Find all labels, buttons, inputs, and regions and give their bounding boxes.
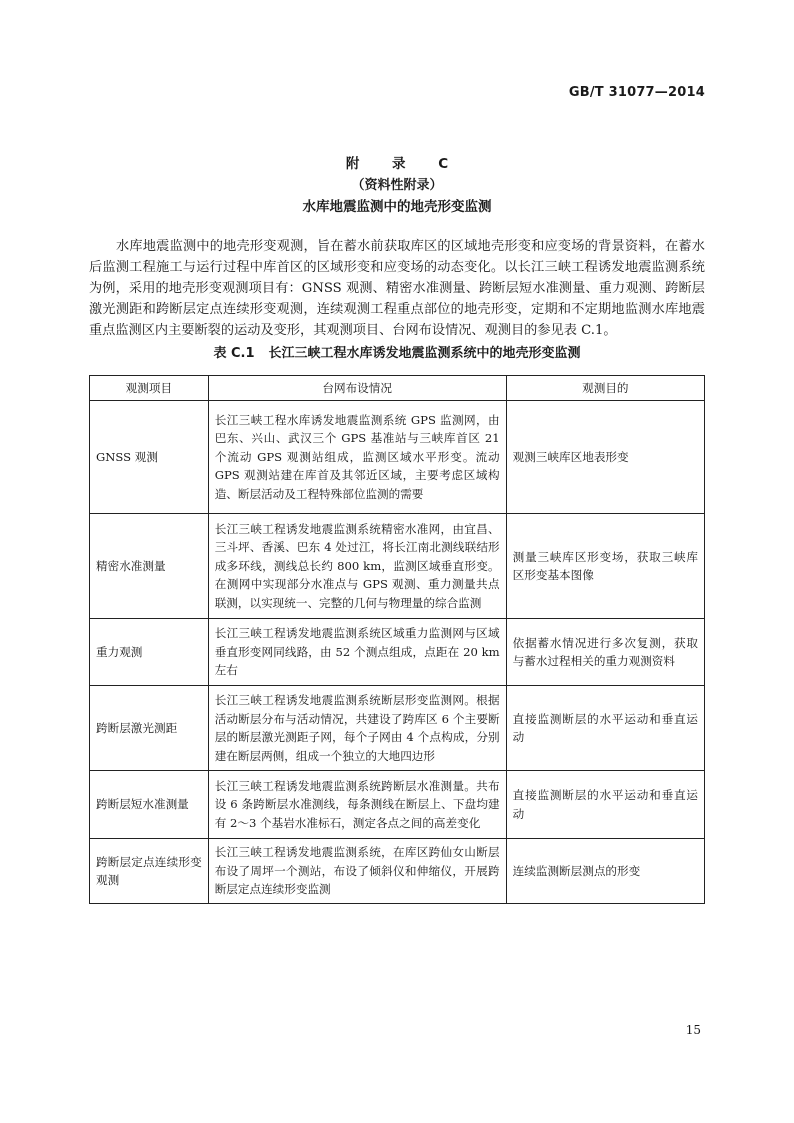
table-row (90, 771, 705, 839)
cell-layout: 长江三峡工程诱发地震监测系统断层形变监测网。根据活动断层分布与活动情况，共建设了跨库区 6 个主要断层的断层激光测距子网，每个子网由 4 个点构成，分别建在断层两侧，组成一个独立的大地四边形 (208, 686, 506, 771)
cell-layout: 长江三峡工程诱发地震监测系统区域重力监测网与区域垂直形变网同线路，由 52 个测点组成，点距在 20 km 左右 (208, 619, 506, 686)
table-header-row (90, 376, 705, 401)
table-row (90, 401, 705, 514)
cell-item: 跨断层定点连续形变观测 (90, 839, 209, 904)
table-row (90, 619, 705, 686)
cell-purpose: 观测三峡库区地表形变 (506, 401, 704, 514)
table-caption (0, 342, 794, 361)
standard-code: GB/T 31077—2014 (568, 85, 705, 100)
annex-label: 附 录 C (345, 156, 463, 172)
cell-item: 跨断层短水准测量 (90, 771, 209, 839)
page-number: 15 (685, 1023, 701, 1037)
cell-item: 重力观测 (90, 619, 209, 686)
header-layout: 台网布设情况 (208, 376, 506, 401)
table-row (90, 686, 705, 771)
annex-nature: （资料性附录） (351, 178, 443, 193)
cell-purpose: 依据蓄水情况进行多次复测，获取与蓄水过程相关的重力观测资料 (506, 619, 704, 686)
cell-purpose: 测量三峡库区形变场，获取三峡库区形变基本图像 (506, 514, 704, 619)
cell-purpose: 直接监测断层的水平运动和垂直运动 (506, 771, 704, 839)
cell-layout: 长江三峡工程诱发地震监测系统跨断层水准测量。共布设 6 条跨断层水准测线，每条测线在断层上、下盘均建有 2～3 个基岩水准标石，测定各点之间的高差变化 (208, 771, 506, 839)
cell-purpose: 直接监测断层的水平运动和垂直运动 (506, 686, 704, 771)
cell-purpose: 连续监测断层测点的形变 (506, 839, 704, 904)
header-purpose: 观测目的 (506, 376, 704, 401)
cell-layout: 长江三峡工程诱发地震监测系统精密水准网，由宜昌、三斗坪、香溪、巴东 4 处过江，将长江南北测线联结形成多环线，测线总长约 800 km，监测区域垂直形变。在测网中实现部分水准点与 GPS 观测、重力测量共点联测，以实现统一、完整的几何与物理量的综合监测 (208, 514, 506, 619)
cell-layout: 长江三峡工程诱发地震监测系统，在库区跨仙女山断层布设了周坪一个测站，布设了倾斜仪和伸缩仪，开展跨断层定点连续形变监测 (208, 839, 506, 904)
table-caption-number: 表 C.1 (213, 346, 255, 361)
cell-item: 跨断层激光测距 (90, 686, 209, 771)
annex-title: 水库地震监测中的地壳形变监测 (302, 199, 492, 215)
cell-item: 精密水准测量 (90, 514, 209, 619)
cell-layout: 长江三峡工程水库诱发地震监测系统 GPS 监测网，由巴东、兴山、武汉三个 GPS 基准站与三峡库首区 21 个流动 GPS 观测站组成，监测区域水平形变。流动 GPS 观测站建在库首及其邻近区域，主要考虑区域构造、断层活动及工程特殊部位监测的需要 (208, 401, 506, 514)
monitoring-table (89, 375, 705, 904)
table-caption-title: 长江三峡工程水库诱发地震监测系统中的地壳形变监测 (268, 346, 581, 361)
cell-item: GNSS 观测 (90, 401, 209, 514)
table-row (90, 839, 705, 904)
intro-paragraph: 水库地震监测中的地壳形变观测，旨在蓄水前获取库区的区域地壳形变和应变场的背景资料，在蓄水后监测工程施工与运行过程中库首区的区域形变和应变场的动态变化。以长江三峡工程诱发地震监测系统为例，采用的地壳形变观测项目有：GNSS 观测、精密水准测量、跨断层短水准测量、重力观测、跨断层激光测距和跨断层定点连续形变观测，连续观测工程重点部位的地壳形变，定期和不定期地监测水库地震重点监测区内主要断裂的运动及变形，其观测项目、台网布设情况、观测目的参见表 C.1。 (89, 239, 705, 339)
table-row (90, 514, 705, 619)
header-item: 观测项目 (90, 376, 209, 401)
